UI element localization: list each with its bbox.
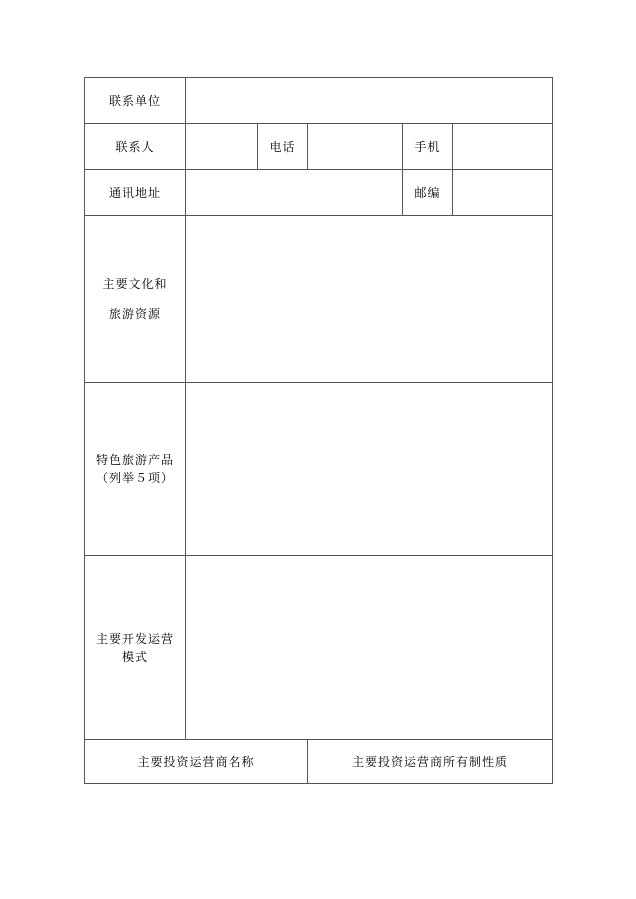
resources-label-line2: 旅游资源 [108, 307, 161, 321]
row-products [85, 383, 553, 556]
contact-person-label-cell [85, 124, 186, 170]
row-contact-unit [85, 78, 553, 124]
contact-unit-label: 联系单位 [108, 93, 161, 108]
products-field[interactable] [186, 383, 553, 556]
phone-field[interactable] [308, 124, 403, 170]
products-label-line2: （列举５项） [95, 471, 174, 485]
phone-label-cell [258, 124, 308, 170]
products-label-cell [85, 383, 186, 556]
row-investor-headers [85, 740, 553, 784]
address-field[interactable] [186, 170, 403, 216]
application-form-table [84, 77, 553, 784]
dev-mode-field[interactable] [186, 556, 553, 740]
postcode-label-cell [403, 170, 453, 216]
ownership-label: 主要投资运营商所有制性质 [352, 754, 509, 769]
ownership-header-cell [308, 740, 553, 784]
mobile-label-cell [403, 124, 453, 170]
resources-label-cell [85, 216, 186, 383]
address-label: 通讯地址 [108, 185, 161, 200]
dev-mode-label-cell [85, 556, 186, 740]
row-contact-person [85, 124, 553, 170]
contact-unit-label-cell [85, 78, 186, 124]
dev-mode-label-line2: 模式 [121, 649, 148, 664]
dev-mode-label-line1: 主要开发运营 [95, 631, 174, 646]
investor-name-label: 主要投资运营商名称 [137, 754, 255, 769]
row-address [85, 170, 553, 216]
contact-unit-field[interactable] [186, 78, 553, 124]
row-resources [85, 216, 553, 383]
resources-label-line1: 主要文化和 [102, 277, 168, 291]
products-label-line1: 特色旅游产品 [95, 453, 174, 467]
row-dev-mode [85, 556, 553, 740]
contact-person-label: 联系人 [115, 139, 155, 154]
mobile-label: 手机 [414, 139, 441, 154]
resources-field[interactable] [186, 216, 553, 383]
postcode-label: 邮编 [414, 185, 441, 200]
postcode-field[interactable] [453, 170, 553, 216]
mobile-field[interactable] [453, 124, 553, 170]
investor-name-header-cell [85, 740, 308, 784]
contact-person-field[interactable] [186, 124, 258, 170]
address-label-cell [85, 170, 186, 216]
phone-label: 电话 [269, 139, 296, 154]
